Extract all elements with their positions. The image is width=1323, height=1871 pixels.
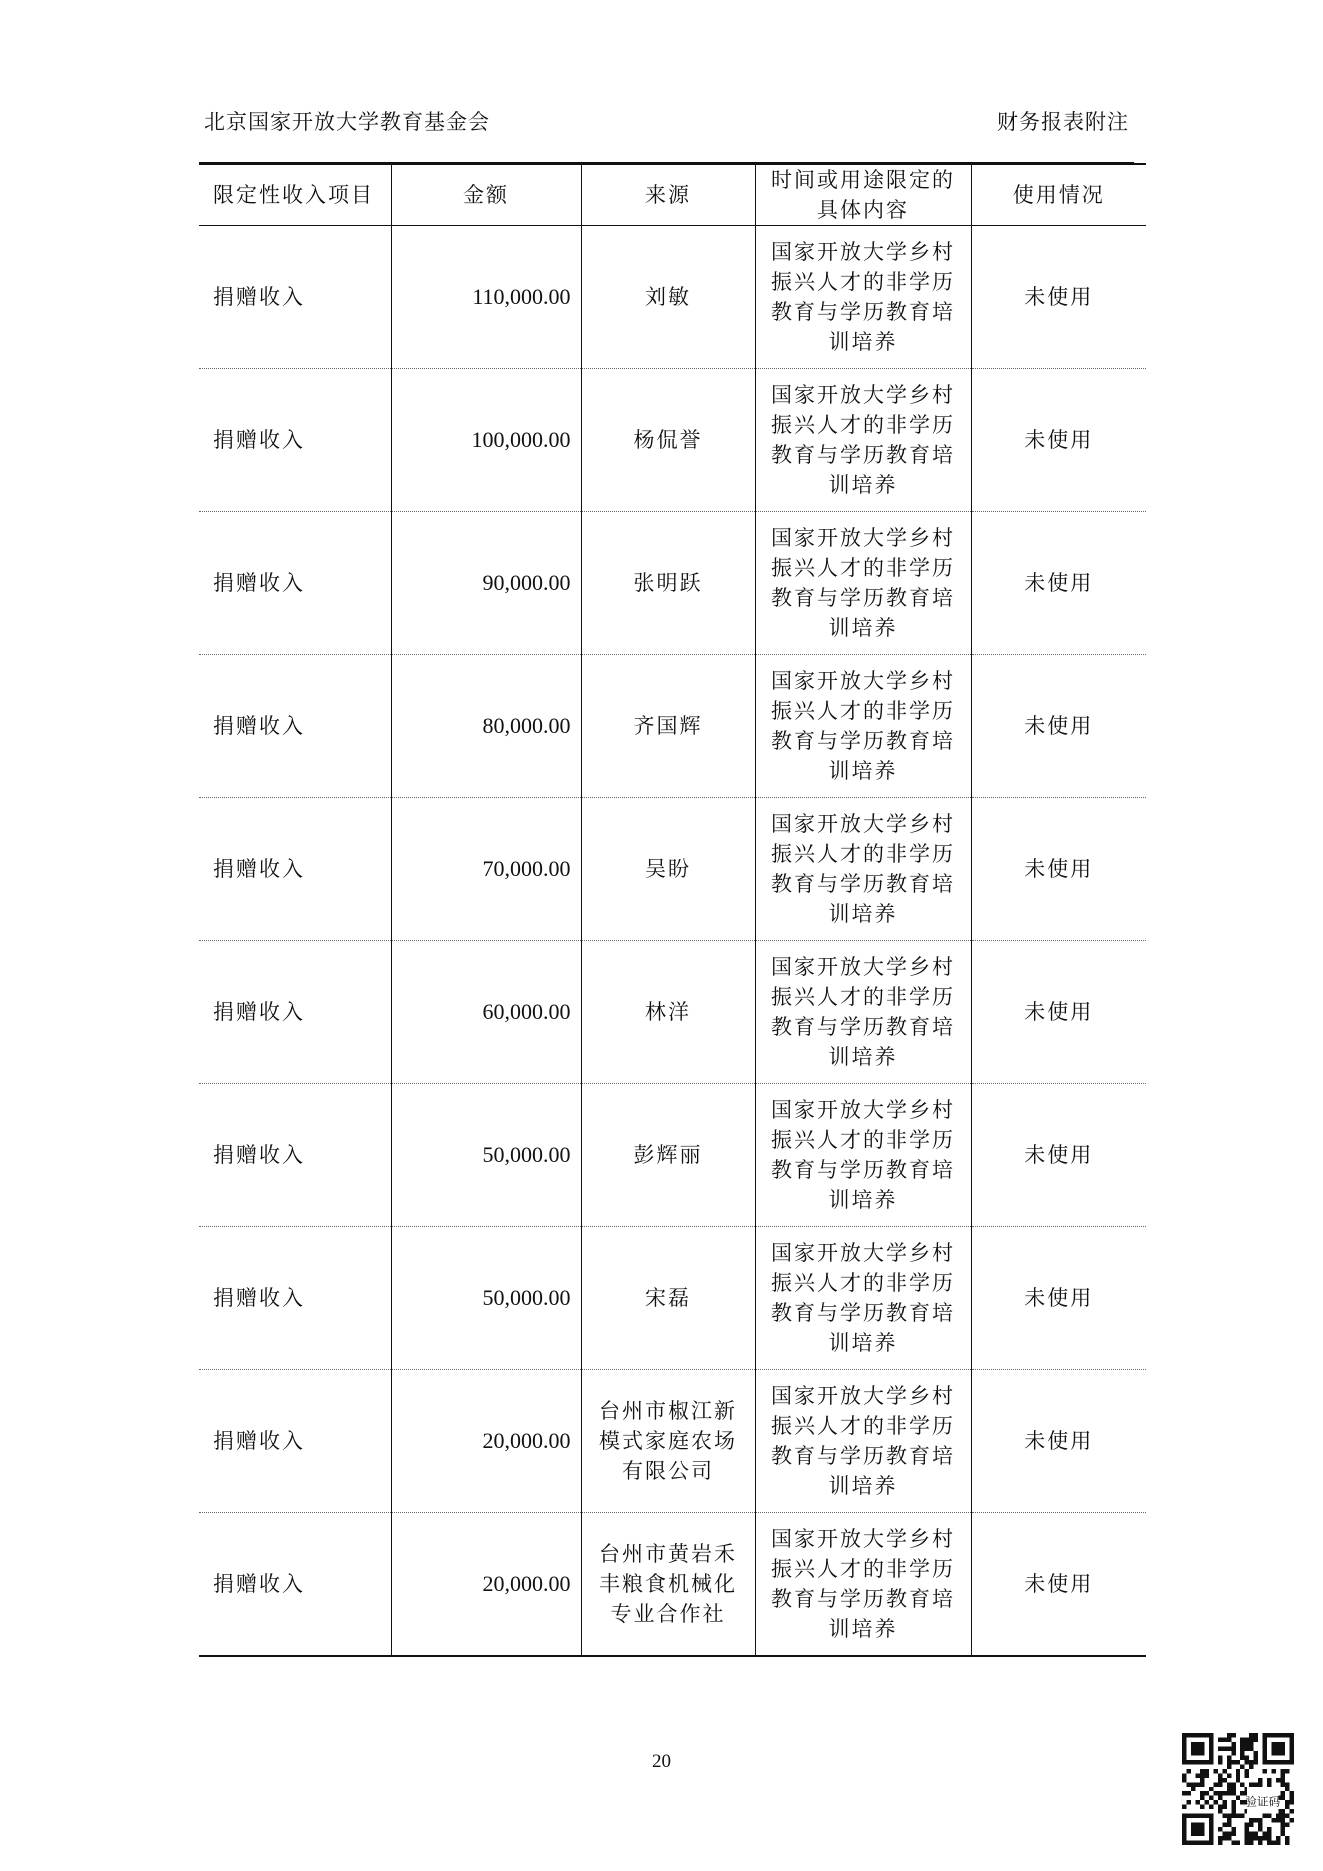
header-restriction: [755, 164, 971, 226]
table-row: [199, 512, 1146, 655]
cell-source: [581, 798, 755, 941]
source-text: 彭辉丽: [633, 1143, 703, 1167]
table-row: [199, 226, 1146, 369]
restriction-text: 国家开放大学乡村振兴人才的非学历教育与学历教育培训培养: [771, 383, 955, 497]
source-text: 张明跃: [633, 571, 703, 595]
cell-amount: 90,000.00: [391, 512, 581, 655]
cell-source: [581, 1227, 755, 1370]
cell-source: [581, 1370, 755, 1513]
header-amount: 金额: [391, 164, 581, 226]
source-text: 台州市椒江新模式家庭农场有限公司: [599, 1399, 737, 1483]
header-restriction-text: 时间或用途限定的具体内容: [771, 168, 955, 222]
table-row: [199, 369, 1146, 512]
header-item: 限定性收入项目: [199, 164, 391, 226]
table-row: [199, 798, 1146, 941]
page-header: [199, 100, 1134, 138]
cell-usage: 未使用: [971, 512, 1146, 655]
cell-amount: 20,000.00: [391, 1513, 581, 1657]
cell-amount: 110,000.00: [391, 226, 581, 369]
cell-restriction: [755, 1227, 971, 1370]
cell-source: [581, 512, 755, 655]
header-usage: 使用情况: [971, 164, 1146, 226]
source-text: 刘敏: [645, 285, 691, 309]
cell-usage: 未使用: [971, 798, 1146, 941]
table-header-row: [199, 164, 1146, 226]
cell-usage: 未使用: [971, 1513, 1146, 1657]
section-title: 财务报表附注: [997, 110, 1129, 134]
cell-usage: 未使用: [971, 941, 1146, 1084]
cell-restriction: [755, 1513, 971, 1657]
restriction-text: 国家开放大学乡村振兴人才的非学历教育与学历教育培训培养: [771, 1527, 955, 1641]
cell-amount: 100,000.00: [391, 369, 581, 512]
cell-usage: 未使用: [971, 226, 1146, 369]
cell-item: 捐赠收入: [199, 226, 391, 369]
cell-source: [581, 1084, 755, 1227]
table-row: [199, 1370, 1146, 1513]
cell-item: 捐赠收入: [199, 798, 391, 941]
restriction-text: 国家开放大学乡村振兴人才的非学历教育与学历教育培训培养: [771, 955, 955, 1069]
cell-amount: 80,000.00: [391, 655, 581, 798]
cell-source: [581, 1513, 755, 1657]
cell-restriction: [755, 512, 971, 655]
cell-restriction: [755, 369, 971, 512]
cell-source: [581, 226, 755, 369]
cell-item: 捐赠收入: [199, 1084, 391, 1227]
cell-usage: 未使用: [971, 1227, 1146, 1370]
cell-amount: 60,000.00: [391, 941, 581, 1084]
cell-item: 捐赠收入: [199, 655, 391, 798]
cell-usage: 未使用: [971, 369, 1146, 512]
source-text: 林洋: [645, 1000, 691, 1024]
cell-source: [581, 369, 755, 512]
restriction-text: 国家开放大学乡村振兴人才的非学历教育与学历教育培训培养: [771, 1098, 955, 1212]
cell-amount: 70,000.00: [391, 798, 581, 941]
header-source: 来源: [581, 164, 755, 226]
cell-restriction: [755, 1370, 971, 1513]
restriction-text: 国家开放大学乡村振兴人才的非学历教育与学历教育培训培养: [771, 669, 955, 783]
cell-item: 捐赠收入: [199, 512, 391, 655]
cell-usage: 未使用: [971, 655, 1146, 798]
cell-item: 捐赠收入: [199, 941, 391, 1084]
table-body: [199, 226, 1146, 1657]
table-row: [199, 941, 1146, 1084]
cell-item: 捐赠收入: [199, 1370, 391, 1513]
table-row: [199, 1084, 1146, 1227]
table-row: [199, 1513, 1146, 1657]
organization-name: 北京国家开放大学教育基金会: [204, 110, 490, 134]
restriction-text: 国家开放大学乡村振兴人才的非学历教育与学历教育培训培养: [771, 1384, 955, 1498]
source-text: 宋磊: [645, 1286, 691, 1310]
restriction-text: 国家开放大学乡村振兴人才的非学历教育与学历教育培训培养: [771, 1241, 955, 1355]
cell-item: 捐赠收入: [199, 1513, 391, 1657]
cell-source: [581, 941, 755, 1084]
source-text: 吴盼: [645, 857, 691, 881]
cell-amount: 20,000.00: [391, 1370, 581, 1513]
restricted-income-table: [199, 163, 1146, 1657]
cell-restriction: [755, 798, 971, 941]
restriction-text: 国家开放大学乡村振兴人才的非学历教育与学历教育培训培养: [771, 526, 955, 640]
restriction-text: 国家开放大学乡村振兴人才的非学历教育与学历教育培训培养: [771, 812, 955, 926]
cell-restriction: [755, 655, 971, 798]
page-number: 20: [652, 1751, 671, 1772]
qr-code-icon: [1182, 1733, 1294, 1845]
cell-source: [581, 655, 755, 798]
table-row: [199, 1227, 1146, 1370]
cell-usage: 未使用: [971, 1084, 1146, 1227]
source-text: 齐国辉: [633, 714, 703, 738]
cell-restriction: [755, 1084, 971, 1227]
cell-item: 捐赠收入: [199, 369, 391, 512]
cell-amount: 50,000.00: [391, 1084, 581, 1227]
cell-amount: 50,000.00: [391, 1227, 581, 1370]
cell-usage: 未使用: [971, 1370, 1146, 1513]
cell-restriction: [755, 941, 971, 1084]
source-text: 台州市黄岩禾丰粮食机械化专业合作社: [599, 1542, 737, 1626]
source-text: 杨侃誉: [633, 428, 703, 452]
cell-item: 捐赠收入: [199, 1227, 391, 1370]
table-row: [199, 655, 1146, 798]
cell-restriction: [755, 226, 971, 369]
restriction-text: 国家开放大学乡村振兴人才的非学历教育与学历教育培训培养: [771, 240, 955, 354]
restricted-income-table-wrap: [199, 163, 1146, 1657]
qr-label: 验证码: [1245, 1794, 1281, 1809]
